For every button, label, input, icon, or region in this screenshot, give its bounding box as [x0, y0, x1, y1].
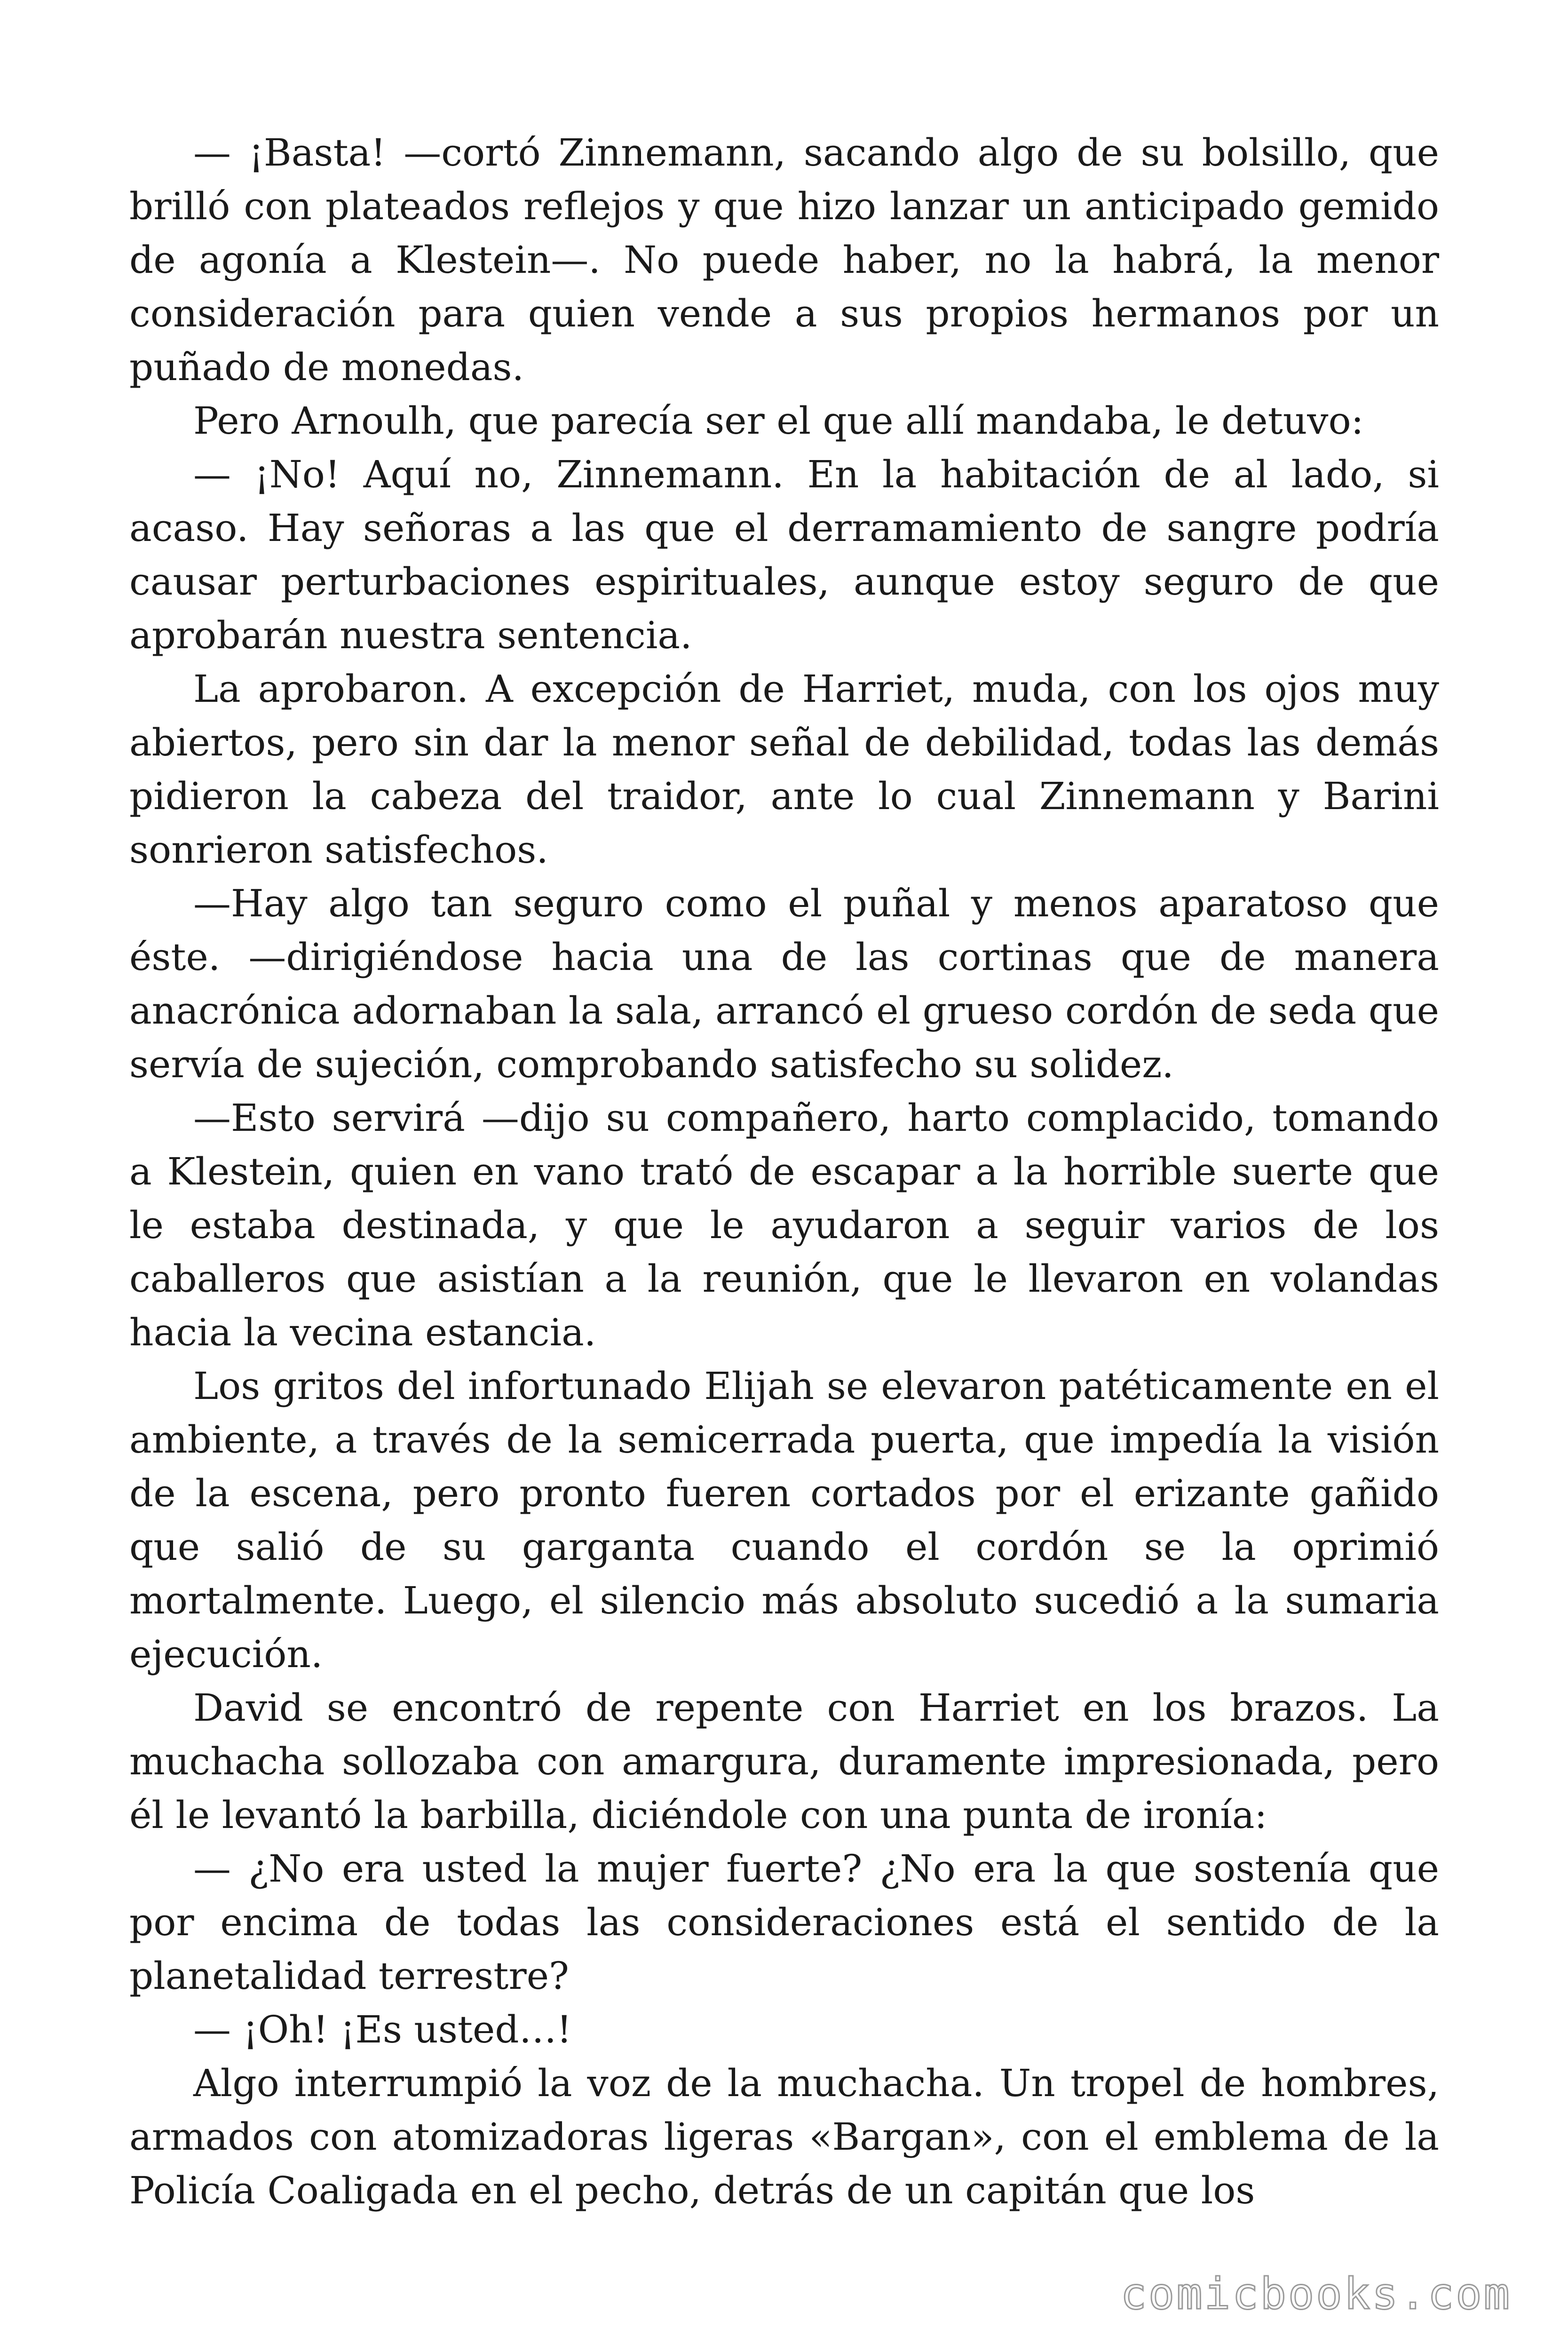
- paragraph: La aprobaron. A excepción de Harriet, muda, con los ojos muy abiertos, pero sin dar la menor señal de debilidad, todas las demás pidieron la cabeza del traidor, ante lo cual Zinnemann y Barini sonrieron satisfechos.: [129, 667, 1439, 872]
- paragraph: — ¡No! Aquí no, Zinnemann. En la habitación de al lado, si acaso. Hay señoras a las que el derramamiento de sangre podría causar perturbaciones espirituales, aunque estoy seguro de que aprobarán nuestra sentencia.: [129, 453, 1439, 657]
- paragraph: David se encontró de repente con Harriet en los brazos. La muchacha sollozaba con amargura, duramente impresionada, pero él le levantó la barbilla, diciéndole con una punta de ironía:: [129, 1686, 1439, 1837]
- paragraph: Algo interrumpió la voz de la muchacha. Un tropel de hombres, armados con atomizadoras ligeras «Bargan», con el emblema de la Policía Coaligada en el pecho, detrás de un capitán que los: [129, 2061, 1439, 2212]
- paragraph: —Esto servirá —dijo su compañero, harto complacido, tomando a Klestein, quien en vano trató de escapar a la horrible suerte que le estaba destinada, y que le ayudaron a seguir varios de los caballeros que asistían a la reunión, que le llevaron en volandas hacia la vecina estancia.: [129, 1096, 1439, 1354]
- paragraph: —Hay algo tan seguro como el puñal y menos aparatoso que éste. —dirigiéndose hacia una de las cortinas que de manera anacrónica adornaban la sala, arrancó el grueso cordón de seda que servía de sujeción, comprobando satisfecho su solidez.: [129, 882, 1439, 1086]
- watermark-text: comicbooks.com: [1120, 2269, 1512, 2319]
- body-text: [129, 126, 1439, 2217]
- paragraph: — ¡Oh! ¡Es usted…!: [193, 2008, 572, 2051]
- paragraph: Los gritos del infortunado Elijah se elevaron patéticamente en el ambiente, a través de la semicerrada puerta, que impedía la visión de la escena, pero pronto fueren cortados por el erizante gañido que salió de su garganta cuando el cordón se la oprimió mortalmente. Luego, el silencio más absoluto sucedió a la sumaria ejecución.: [129, 1364, 1439, 1676]
- paragraph: — ¡Basta! —cortó Zinnemann, sacando algo de su bolsillo, que brilló con plateados reflejos y que hizo lanzar un anticipado gemido de agonía a Klestein—. No puede haber, no la habrá, la menor consideración para quien vende a sus propios hermanos por un puñado de monedas.: [129, 131, 1439, 389]
- paragraph: Pero Arnoulh, que parecía ser el que allí mandaba, le detuvo:: [193, 399, 1364, 443]
- paragraph: — ¿No era usted la mujer fuerte? ¿No era la que sostenía que por encima de todas las consideraciones está el sentido de la planetalidad terrestre?: [129, 1847, 1439, 1998]
